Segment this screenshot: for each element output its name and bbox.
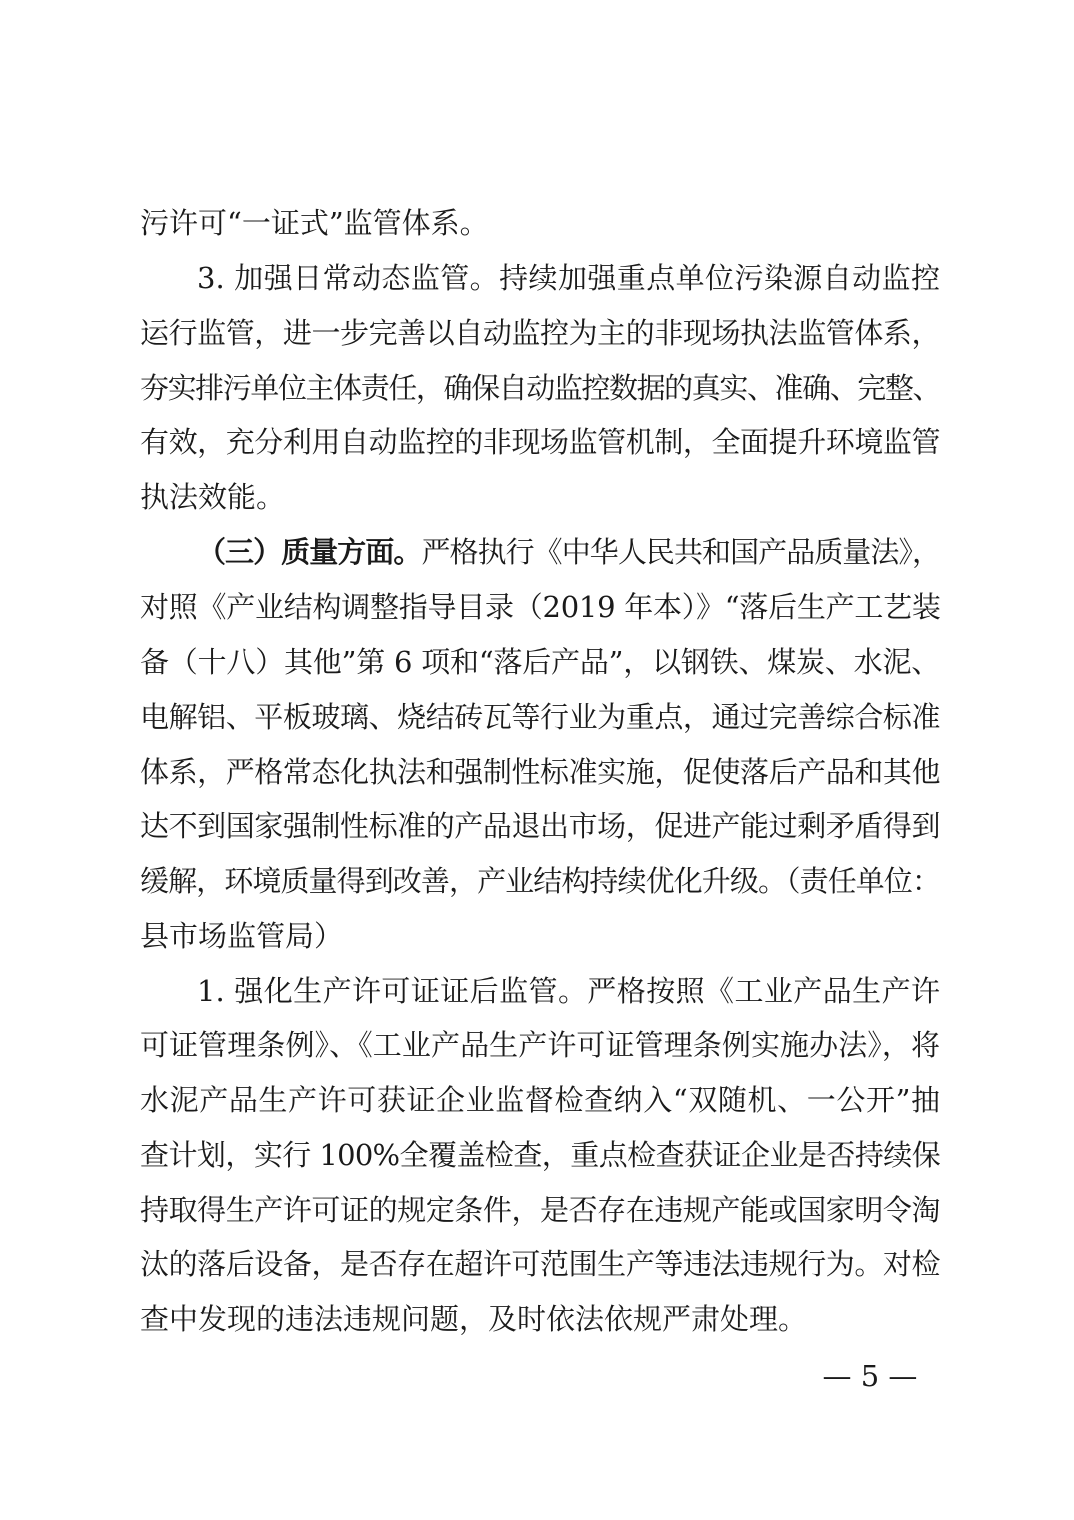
paragraph-line: 查计划，实行 100%全覆盖检查，重点检查获证企业是否持续保 [140, 1138, 940, 1172]
paragraph-line: 体系，严格常态化执法和强制性标准实施，促使落后产品和其他 [140, 755, 940, 789]
paragraph-line: 达不到国家强制性标准的产品退出市场，促进产能过剩矛盾得到 [140, 809, 940, 843]
paragraph-line: 夯实排污单位主体责任，确保自动监控数据的真实、准确、完整、 [140, 371, 940, 405]
paragraph-line: 备（十八）其他”第 6 项和“落后产品”，以钢铁、煤炭、水泥、 [140, 645, 940, 679]
paragraph-line: 执法效能。 [140, 480, 286, 514]
paragraph-line: 持取得生产许可证的规定条件，是否存在违规产能或国家明令淘 [140, 1193, 940, 1227]
paragraph-line: 运行监管，进一步完善以自动监控为主的非现场执法监管体系， [140, 316, 940, 350]
paragraph-line: 有效，充分利用自动监控的非现场监管机制，全面提升环境监管 [140, 425, 940, 459]
paragraph-line: 电解铝、平板玻璃、烧结砖瓦等行业为重点，通过完善综合标准 [140, 700, 940, 734]
paragraph-line: 3. 加强日常动态监管。持续加强重点单位污染源自动监控 [197, 261, 940, 295]
section-heading-text: 严格执行《中华人民共和国产品质量法》， [421, 535, 940, 569]
page-number: — 5 — [822, 1359, 918, 1393]
paragraph-line: 1. 强化生产许可证证后监管。严格按照《工业产品生产许 [197, 974, 940, 1008]
section-heading: （三）质量方面。 [197, 535, 422, 569]
paragraph-line: 县市场监管局） [140, 919, 344, 953]
paragraph-line: 可证管理条例》、《工业产品生产许可证管理条例实施办法》，将 [140, 1028, 940, 1062]
paragraph-line: 对照《产业结构调整指导目录（2019 年本）》“落后生产工艺装 [140, 590, 941, 624]
paragraph-line: 缓解，环境质量得到改善，产业结构持续优化升级。（责任单位： [140, 864, 940, 898]
paragraph-line: 汰的落后设备，是否存在超许可范围生产等违法违规行为。对检 [140, 1247, 940, 1281]
paragraph-line: 水泥产品生产许可获证企业监督检查纳入“双随机、一公开”抽 [140, 1083, 940, 1117]
section-heading-line [197, 532, 940, 572]
paragraph-line: 污许可“一证式”监管体系。 [140, 206, 489, 240]
paragraph-line: 查中发现的违法违规问题，及时依法依规严肃处理。 [140, 1302, 808, 1336]
